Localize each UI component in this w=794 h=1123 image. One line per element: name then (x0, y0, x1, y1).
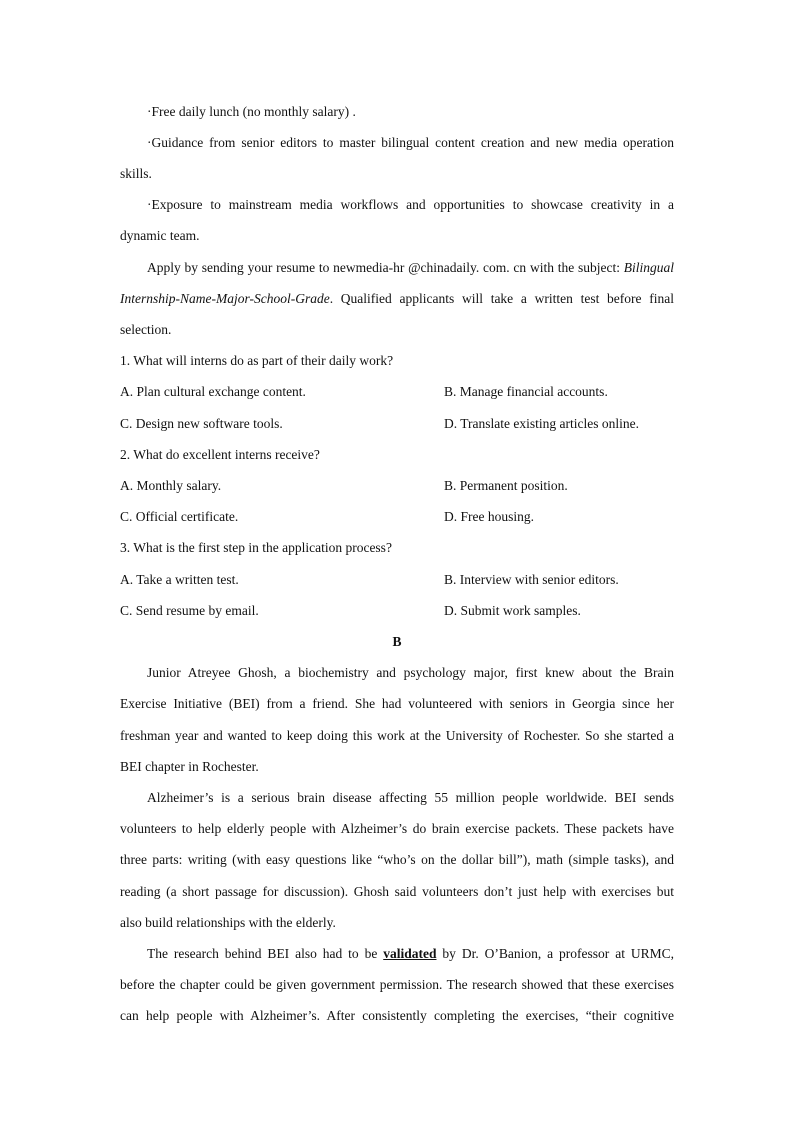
paragraph-line: can help people with Alzheimer’s. After consistently completing the exercises, “their cognitive (120, 1008, 674, 1023)
paragraph-line (147, 945, 674, 963)
question-stem: 2. What do excellent interns receive? (120, 447, 320, 462)
paragraph-line: freshman year and wanted to keep doing this work at the University of Rochester. So she started a (120, 728, 674, 743)
section-heading: B (392, 634, 402, 649)
paragraph-line: Exercise Initiative (BEI) from a friend. She had volunteered with seniors in Georgia since her (120, 696, 674, 711)
paragraph-line: Alzheimer’s is a serious brain disease affecting 55 million people worldwide. BEI sends (147, 790, 674, 805)
option-d: D. Submit work samples. (444, 603, 581, 618)
paragraph-text: The research behind BEI also had to be (147, 946, 384, 961)
option-b: B. Manage financial accounts. (444, 384, 608, 399)
benefit-guidance: ·Guidance from senior editors to master bilingual content creation and new media operation (147, 135, 674, 150)
paragraph-line: volunteers to help elderly people with Alzheimer’s do brain exercise packets. These packets have (120, 821, 674, 836)
apply-text: Apply by sending your resume to newmedia-hr @chinadaily. com. cn with the subject: (147, 260, 624, 275)
option-c: C. Send resume by email. (120, 603, 259, 618)
benefit-lunch: ·Free daily lunch (no monthly salary) . (147, 104, 356, 119)
apply-line-1 (147, 259, 674, 277)
apply-subject-format: Internship-Name-Major-School-Grade (120, 291, 330, 306)
option-b: B. Interview with senior editors. (444, 572, 619, 587)
option-a: A. Take a written test. (120, 572, 239, 587)
option-a: A. Plan cultural exchange content. (120, 384, 306, 399)
option-d: D. Translate existing articles online. (444, 416, 639, 431)
apply-line-3: selection. (120, 322, 172, 337)
paragraph-line: also build relationships with the elderly. (120, 915, 336, 930)
apply-text-2: . Qualified applicants will take a written test before final (329, 291, 674, 306)
benefit-exposure-cont: dynamic team. (120, 228, 200, 243)
benefit-exposure: ·Exposure to mainstream media workflows and opportunities to showcase creativity in a (147, 197, 674, 212)
apply-subject-italic: Bilingual (623, 260, 674, 275)
option-b: B. Permanent position. (444, 478, 568, 493)
paragraph-line: three parts: writing (with easy questions like “who’s on the dollar bill”), math (simple tasks), and (120, 852, 674, 867)
paragraph-line: before the chapter could be given government permission. The research showed that these exercises (120, 977, 674, 992)
paragraph-text: by Dr. O’Banion, a professor at URMC, (436, 946, 674, 961)
benefit-guidance-cont: skills. (120, 166, 152, 181)
apply-line-2 (120, 290, 674, 308)
option-c: C. Official certificate. (120, 509, 239, 524)
underlined-word: validated (383, 946, 437, 961)
question-stem: 1. What will interns do as part of their daily work? (120, 353, 394, 368)
option-d: D. Free housing. (444, 509, 534, 524)
option-a: A. Monthly salary. (120, 478, 222, 493)
paragraph-line: BEI chapter in Rochester. (120, 759, 259, 774)
paragraph-line: reading (a short passage for discussion). Ghosh said volunteers don’t just help with exercises but (120, 884, 674, 899)
option-c: C. Design new software tools. (120, 416, 283, 431)
question-stem: 3. What is the first step in the application process? (120, 540, 392, 555)
paragraph-line: Junior Atreyee Ghosh, a biochemistry and psychology major, first knew about the Brain (147, 665, 674, 680)
